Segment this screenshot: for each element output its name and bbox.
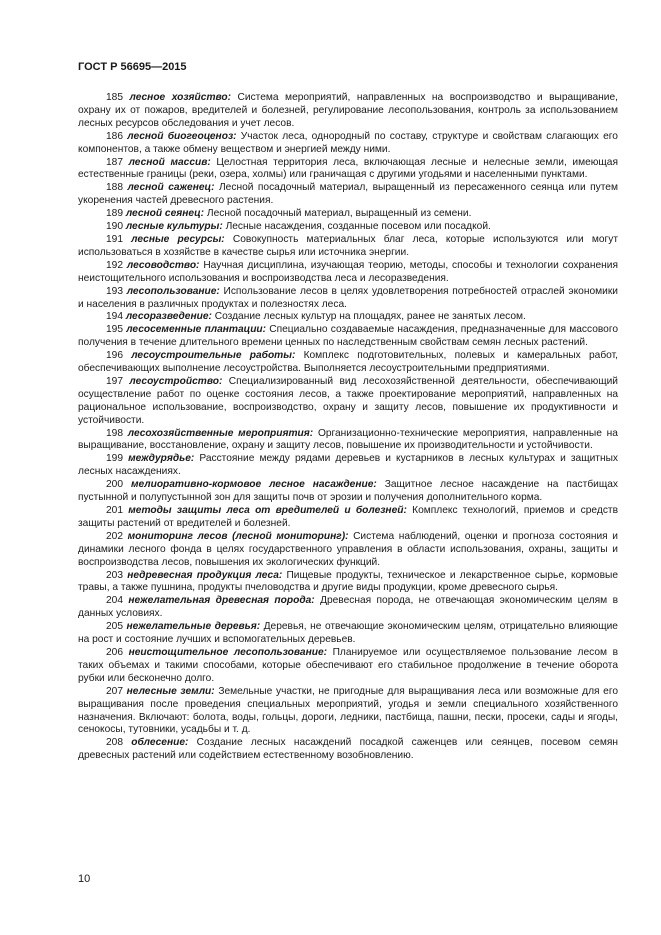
glossary-entry: [78, 531, 618, 570]
glossary-entry: [78, 234, 618, 260]
entry-term: нелесные земли:: [126, 685, 215, 697]
entry-definition: Лесной посадочный материал, выращенный из семени.: [206, 208, 472, 220]
entry-term: лесоустройство:: [129, 375, 223, 387]
glossary-entry: [78, 324, 618, 350]
entry-number: 198: [106, 427, 123, 439]
entry-number: 199: [106, 453, 123, 465]
document-body: [78, 92, 618, 763]
entry-number: 204: [106, 595, 123, 607]
glossary-entry: [78, 505, 618, 531]
entry-definition: Участок леса, однородный по составу, структуре и свойствам слагающих его компонентов, а также обмену веществом и энергией между ними.: [78, 130, 618, 155]
entry-number: 186: [106, 130, 123, 142]
glossary-entry: [78, 686, 618, 738]
entry-number: 207: [106, 685, 123, 697]
entry-term: лесное хозяйство:: [129, 92, 232, 103]
glossary-entry: [78, 208, 618, 221]
entry-term: мониторинг лесов (лесной мониторинг):: [127, 530, 349, 542]
entry-definition: Деревья, не отвечающие экономическим целям, отрицательно влияющие на рост и состояние лучших и вспомогательных деревьев.: [78, 621, 618, 646]
entry-number: 192: [106, 259, 123, 271]
entry-number: 196: [106, 350, 123, 362]
entry-term: неистощительное лесопользование:: [128, 646, 328, 658]
glossary-entry: [78, 376, 618, 428]
glossary-entry: [78, 595, 618, 621]
entry-term: лесосеменные плантации:: [126, 324, 267, 336]
entry-number: 190: [106, 221, 123, 233]
entry-definition: Специально создаваемые насаждения, предназначенные для массового получения в течение длительного времени ценных по наследственным свойствам семян лесных растений.: [78, 324, 618, 349]
entry-definition: Древесная порода, не отвечающая экономическим целям в данных условиях.: [78, 595, 618, 620]
entry-number: 193: [106, 285, 123, 297]
entry-definition: Научная дисциплина, изучающая теорию, методы, способы и технологии сохранения неистощительного использования и воспроизводства леса и лесоразведения.: [78, 259, 618, 284]
entry-term: лесохозяйственные мероприятия:: [127, 427, 314, 439]
glossary-entry: [78, 221, 618, 234]
glossary-entry: [78, 453, 618, 479]
entry-number: 191: [106, 233, 123, 245]
entry-term: нежелательные деревья:: [126, 621, 261, 633]
glossary-entry: [78, 131, 618, 157]
document-header: ГОСТ Р 56695—2015: [78, 61, 187, 73]
entry-term: лесоустроительные работы:: [131, 350, 296, 362]
entry-term: мелиоративно-кормовое лесное насаждение:: [130, 479, 377, 491]
entry-definition: Земельные участки, не пригодные для выращивания леса или возможные для его выращивания после проведения специальных мероприятий, угодья и земли специального хозяйственного назначения. Включают: болота, воды, гольцы, дороги, ледники, пастбища, пашни, пески, просеки, сады и ягоды, сенокосы, тутовники, усадьбы и т. д.: [78, 685, 618, 736]
entry-number: 206: [106, 646, 123, 658]
entry-term: недревесная продукция леса:: [127, 569, 283, 581]
entry-number: 194: [106, 311, 123, 323]
entry-definition: Специализированный вид лесохозяйственной деятельности, обеспечивающий осуществление работ по оценке состояния лесов, а также проектирование мероприятий, направленных на рациональное использование, воспроизводство, охрану и защиту лесов, повышение их продуктивности и устойчивости.: [78, 375, 618, 426]
entry-definition: Защитное лесное насаждение на пастбищах пустынной и полупустынной зон для защиты почв от эрозии и получения дополнительного корма.: [78, 479, 618, 504]
entry-definition: Использование лесов в целях удовлетворения потребностей отраслей экономики и населения в различных продуктах и полезностях леса.: [78, 285, 618, 310]
glossary-entry: [78, 621, 618, 647]
entry-number: 200: [106, 479, 123, 491]
glossary-entry: [78, 737, 618, 763]
entry-term: лесопользование:: [126, 285, 220, 297]
glossary-entry: [78, 260, 618, 286]
entry-number: 203: [106, 569, 123, 581]
entry-definition: Создание лесных насаждений посадкой саженцев или сеянцев, посевом семян древесных растений или содействием естественному возобновлению.: [78, 737, 618, 762]
entry-definition: Система наблюдений, оценки и прогноза состояния и динамики лесного фонда в целях государственного управления в области использования, охраны, защиты и воспроизводства лесов, повышения их экологических функций.: [78, 530, 618, 568]
glossary-entry: [78, 182, 618, 208]
entry-term: лесоразведение:: [125, 311, 212, 323]
glossary-entry: [78, 92, 618, 131]
glossary-entry: [78, 570, 618, 596]
entry-definition: Пищевые продукты, техническое и лекарственное сырье, кормовые травы, а также пушнина, продукты пчеловодства и другие виды продукции, кроме древесного сырья.: [78, 569, 618, 594]
entry-definition: Лесные насаждения, созданные посевом или посадкой.: [225, 221, 491, 233]
entry-term: междурядье:: [128, 453, 195, 465]
entry-number: 189: [106, 208, 123, 220]
entry-number: 185: [106, 92, 123, 103]
entry-number: 208: [106, 737, 123, 749]
entry-term: лесные ресурсы:: [131, 233, 225, 245]
entry-definition: Лесной посадочный материал, выращенный из пересаженного сеянца или путем укоренения частей древесного растения.: [78, 182, 618, 207]
entry-definition: Планируемое или осуществляемое пользование лесом в таких объемах и такими способами, которые обеспечивают его стабильное продолжение в течение оборота рубки или бесконечно долго.: [78, 646, 618, 684]
entry-number: 197: [106, 375, 123, 387]
entry-term: лесной биогеоценоз:: [127, 130, 237, 142]
entry-term: облесение:: [131, 737, 189, 749]
entry-term: нежелательная древесная порода:: [128, 595, 315, 607]
glossary-entry: [78, 350, 618, 376]
entry-term: лесной массив:: [128, 156, 211, 168]
entry-term: лесные культуры:: [125, 221, 223, 233]
entry-term: лесной сеянец:: [125, 208, 205, 220]
entry-definition: Организационно-технические мероприятия, направленные на выращивание, восстановление, охрану и защиту лесов, повышение их производительности и устойчивости.: [78, 427, 618, 452]
entry-term: лесоводство:: [126, 259, 200, 271]
glossary-entry: [78, 479, 618, 505]
entry-definition: Расстояние между рядами деревьев и кустарников в лесных культурах и защитных лесных насаждениях.: [78, 453, 618, 478]
entry-number: 188: [106, 182, 123, 194]
entry-definition: Создание лесных культур на площадях, ранее не занятых лесом.: [214, 311, 526, 323]
glossary-entry: [78, 286, 618, 312]
entry-number: 202: [106, 530, 123, 542]
page-number: 10: [78, 873, 91, 885]
glossary-entry: [78, 157, 618, 183]
entry-number: 205: [106, 621, 123, 633]
entry-number: 201: [106, 505, 123, 516]
entry-definition: Целостная территория леса, включающая лесные и нелесные земли, имеющая естественные границы (реки, озера, холмы) или граничащая с другими угодьями и населенными пунктами.: [78, 156, 618, 181]
glossary-entry: [78, 428, 618, 454]
entry-definition: Система мероприятий, направленных на воспроизводство и выращивание, охрану их от пожаров, вредителей и болезней, регулирование лесопользования, контроль за использованием лесных ресурсов обследования и учет лесов.: [78, 92, 618, 129]
entry-definition: Совокупность материальных благ леса, которые используются или могут использоваться в хозяйстве в качестве сырья или источника энергии.: [78, 233, 618, 258]
entry-term: методы защиты леса от вредителей и болезней:: [128, 505, 407, 516]
entry-definition: Комплекс подготовительных, полевых и камеральных работ, обеспечивающих выполнение лесоустройства. Выполняется лесоустроительными предприятиями.: [78, 350, 618, 375]
entry-term: лесной саженец:: [127, 182, 215, 194]
entry-number: 187: [106, 156, 123, 168]
glossary-entry: [78, 647, 618, 686]
entry-number: 195: [106, 324, 123, 336]
glossary-entry: [78, 311, 618, 324]
entry-definition: Комплекс технологий, приемов и средств защиты растений от вредителей и болезней.: [78, 505, 618, 529]
